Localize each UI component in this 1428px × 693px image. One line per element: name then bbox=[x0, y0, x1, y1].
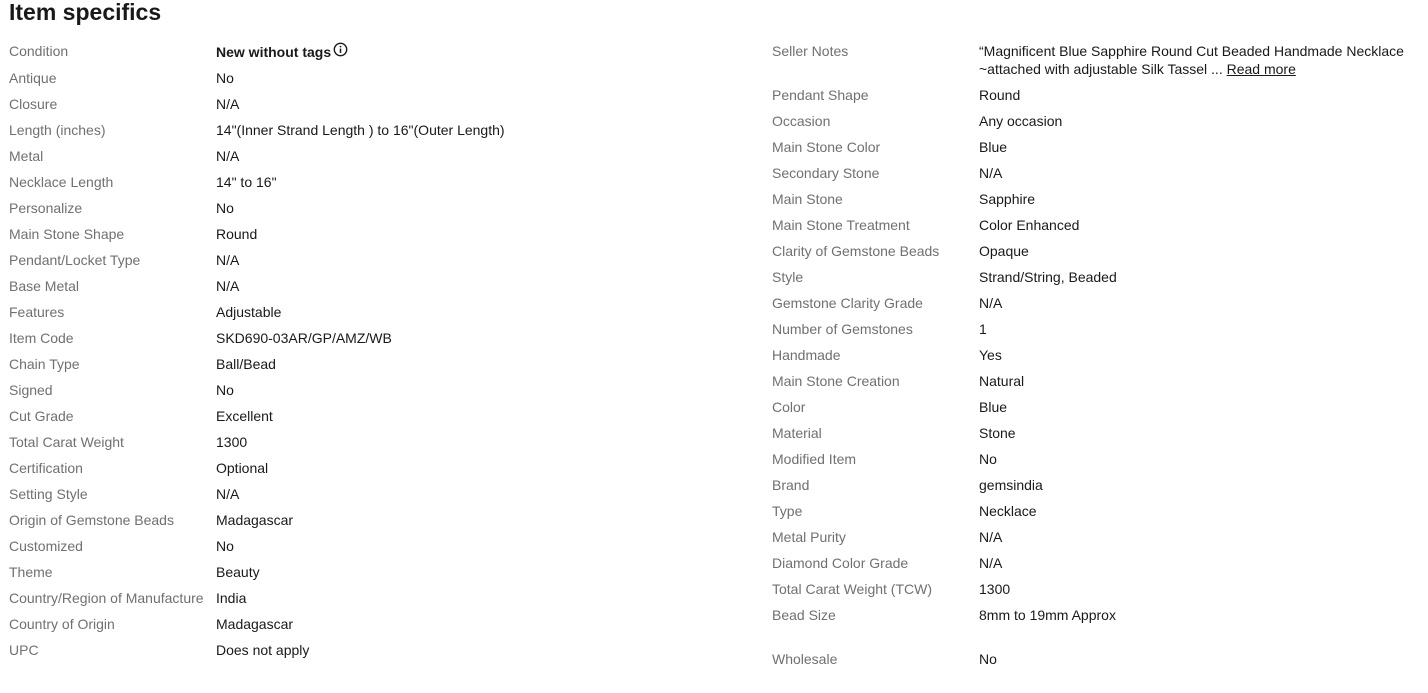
spec-value: No bbox=[216, 538, 234, 554]
seller-notes-text: “Magnificent Blue Sapphire Round Cut Beaded Handmade Necklace ~attached with adjustable Silk Tassel ... bbox=[979, 43, 1404, 77]
spec-row bbox=[772, 528, 1428, 546]
spec-label: Pendant/Locket Type bbox=[9, 252, 141, 268]
spec-row bbox=[9, 641, 749, 659]
spec-row bbox=[772, 650, 1428, 668]
spec-label: UPC bbox=[9, 642, 39, 658]
spec-value: No bbox=[979, 451, 997, 467]
spec-value: Beauty bbox=[216, 564, 260, 580]
spec-value: N/A bbox=[979, 555, 1003, 571]
spec-value: Color Enhanced bbox=[979, 217, 1080, 233]
spec-row bbox=[9, 225, 749, 243]
spec-row bbox=[772, 476, 1428, 494]
spec-value: N/A bbox=[979, 165, 1003, 181]
spec-label: Metal Purity bbox=[772, 529, 846, 545]
spec-value: No bbox=[216, 70, 234, 86]
spec-value: Does not apply bbox=[216, 642, 310, 658]
spec-label: Setting Style bbox=[9, 486, 88, 502]
spec-label: Clarity of Gemstone Beads bbox=[772, 243, 940, 259]
spec-value: No bbox=[216, 200, 234, 216]
spec-row bbox=[9, 251, 749, 269]
spec-row bbox=[9, 563, 749, 581]
spec-row bbox=[772, 502, 1428, 520]
spec-value: Necklace bbox=[979, 503, 1037, 519]
spec-row bbox=[772, 424, 1428, 442]
spec-row bbox=[772, 138, 1428, 156]
spec-label: Necklace Length bbox=[9, 174, 114, 190]
spec-row bbox=[772, 268, 1428, 286]
spec-row bbox=[772, 320, 1428, 338]
spec-row bbox=[9, 173, 749, 191]
spec-label: Handmade bbox=[772, 347, 841, 363]
spec-row bbox=[9, 381, 749, 399]
spec-row bbox=[9, 433, 749, 451]
spec-label: Personalize bbox=[9, 200, 83, 216]
spec-value: 1300 bbox=[216, 434, 248, 450]
spec-value: N/A bbox=[216, 486, 240, 502]
spec-label: Metal bbox=[9, 148, 44, 164]
spec-value: India bbox=[216, 590, 247, 606]
spec-value: Opaque bbox=[979, 243, 1029, 259]
spec-label: Features bbox=[9, 304, 65, 320]
spec-row bbox=[9, 459, 749, 477]
section-title: Item specifics bbox=[9, 0, 162, 25]
specifics-right-column bbox=[772, 42, 1428, 676]
spec-label: Gemstone Clarity Grade bbox=[772, 295, 923, 311]
spec-row bbox=[772, 86, 1428, 104]
spec-value: Stone bbox=[979, 425, 1016, 441]
spec-label: Pendant Shape bbox=[772, 87, 869, 103]
spec-label: Color bbox=[772, 399, 806, 415]
spec-value: N/A bbox=[216, 278, 240, 294]
spec-label: Style bbox=[772, 269, 804, 285]
spec-value: gemsindia bbox=[979, 477, 1043, 493]
spec-label: Total Carat Weight (TCW) bbox=[772, 581, 932, 597]
spec-value: N/A bbox=[979, 295, 1003, 311]
spec-value: Madagascar bbox=[216, 512, 294, 528]
spec-value: No bbox=[216, 382, 234, 398]
spec-row bbox=[9, 537, 749, 555]
spec-label: Wholesale bbox=[772, 651, 838, 667]
spec-value: N/A bbox=[216, 252, 240, 268]
spec-value: N/A bbox=[216, 96, 240, 112]
spec-label: Main Stone Shape bbox=[9, 226, 125, 242]
spec-value: No bbox=[979, 651, 997, 667]
spec-label: Country of Origin bbox=[9, 616, 115, 632]
spec-value: Blue bbox=[979, 399, 1008, 415]
spec-row bbox=[9, 69, 749, 87]
spec-label: Seller Notes bbox=[772, 43, 849, 59]
spec-value: 14"(Inner Strand Length ) to 16"(Outer Length) bbox=[216, 122, 505, 138]
specifics-left-column bbox=[9, 42, 749, 667]
spec-label: Main Stone Treatment bbox=[772, 217, 910, 233]
spec-row bbox=[9, 121, 749, 139]
info-circle-icon[interactable] bbox=[333, 42, 348, 61]
spec-label: Brand bbox=[772, 477, 810, 493]
spec-row bbox=[772, 580, 1428, 598]
spec-row bbox=[772, 606, 1428, 642]
spec-label: Main Stone Creation bbox=[772, 373, 900, 389]
spec-label: Chain Type bbox=[9, 356, 80, 372]
spec-value: 1300 bbox=[979, 581, 1011, 597]
spec-label: Theme bbox=[9, 564, 53, 580]
spec-row bbox=[9, 355, 749, 373]
spec-row bbox=[9, 511, 749, 529]
spec-value: 1 bbox=[979, 321, 987, 337]
spec-row bbox=[772, 42, 1428, 78]
spec-row bbox=[9, 589, 749, 607]
spec-value: Any occasion bbox=[979, 113, 1063, 129]
spec-value: Excellent bbox=[216, 408, 273, 424]
spec-label: Origin of Gemstone Beads bbox=[9, 512, 174, 528]
spec-label: Item Code bbox=[9, 330, 74, 346]
spec-value: Strand/String, Beaded bbox=[979, 269, 1117, 285]
spec-value: Round bbox=[216, 226, 258, 242]
spec-label: Diamond Color Grade bbox=[772, 555, 909, 571]
spec-row bbox=[9, 42, 749, 61]
spec-label: Length (inches) bbox=[9, 122, 106, 138]
spec-label: Condition bbox=[9, 43, 69, 59]
spec-label: Signed bbox=[9, 382, 53, 398]
spec-label: Certification bbox=[9, 460, 83, 476]
spec-label: Antique bbox=[9, 70, 57, 86]
spec-row bbox=[772, 164, 1428, 182]
spec-label: Closure bbox=[9, 96, 58, 112]
spec-label: Base Metal bbox=[9, 278, 80, 294]
spec-label: Material bbox=[772, 425, 822, 441]
spec-value bbox=[216, 42, 749, 61]
spec-row bbox=[9, 485, 749, 503]
spec-label: Occasion bbox=[772, 113, 831, 129]
condition-value: New without tags bbox=[216, 43, 332, 60]
spec-label: Secondary Stone bbox=[772, 165, 880, 181]
spec-label: Modified Item bbox=[772, 451, 857, 467]
spec-label: Bead Size bbox=[772, 607, 836, 623]
spec-value: N/A bbox=[216, 148, 240, 164]
spec-value: Natural bbox=[979, 373, 1025, 389]
spec-row bbox=[9, 329, 749, 347]
spec-row bbox=[9, 407, 749, 425]
spec-row bbox=[9, 615, 749, 633]
spec-row bbox=[772, 398, 1428, 416]
spec-value: Sapphire bbox=[979, 191, 1036, 207]
spec-row bbox=[9, 147, 749, 165]
spec-value: Ball/Bead bbox=[216, 356, 276, 372]
read-more-link[interactable]: Read more bbox=[1226, 61, 1296, 77]
spec-value: Blue bbox=[979, 139, 1008, 155]
spec-row bbox=[772, 190, 1428, 208]
spec-row bbox=[772, 372, 1428, 390]
spec-value: Optional bbox=[216, 460, 269, 476]
spec-row bbox=[9, 277, 749, 295]
spec-value: Yes bbox=[979, 347, 1002, 363]
spec-value: N/A bbox=[979, 529, 1003, 545]
spec-row bbox=[772, 554, 1428, 572]
spec-label: Customized bbox=[9, 538, 83, 554]
spec-row bbox=[9, 303, 749, 321]
spec-row bbox=[772, 216, 1428, 234]
spec-value: Madagascar bbox=[216, 616, 294, 632]
seller-notes-value bbox=[979, 42, 1428, 78]
spec-row bbox=[9, 95, 749, 113]
spec-label: Number of Gemstones bbox=[772, 321, 913, 337]
spec-value: Adjustable bbox=[216, 304, 282, 320]
spec-value: 8mm to 19mm Approx bbox=[979, 607, 1116, 623]
spec-value: SKD690-03AR/GP/AMZ/WB bbox=[216, 330, 392, 346]
spec-row bbox=[772, 346, 1428, 364]
spec-label: Main Stone bbox=[772, 191, 843, 207]
spec-row bbox=[772, 294, 1428, 312]
spec-value: Round bbox=[979, 87, 1021, 103]
spec-value: 14" to 16" bbox=[216, 174, 277, 190]
spec-label: Country/Region of Manufacture bbox=[9, 590, 204, 606]
spec-label: Main Stone Color bbox=[772, 139, 881, 155]
spec-row bbox=[772, 112, 1428, 130]
spec-row bbox=[772, 242, 1428, 260]
spec-label: Cut Grade bbox=[9, 408, 74, 424]
spec-label: Total Carat Weight bbox=[9, 434, 124, 450]
spec-row bbox=[9, 199, 749, 217]
spec-label: Type bbox=[772, 503, 803, 519]
spec-row bbox=[772, 450, 1428, 468]
